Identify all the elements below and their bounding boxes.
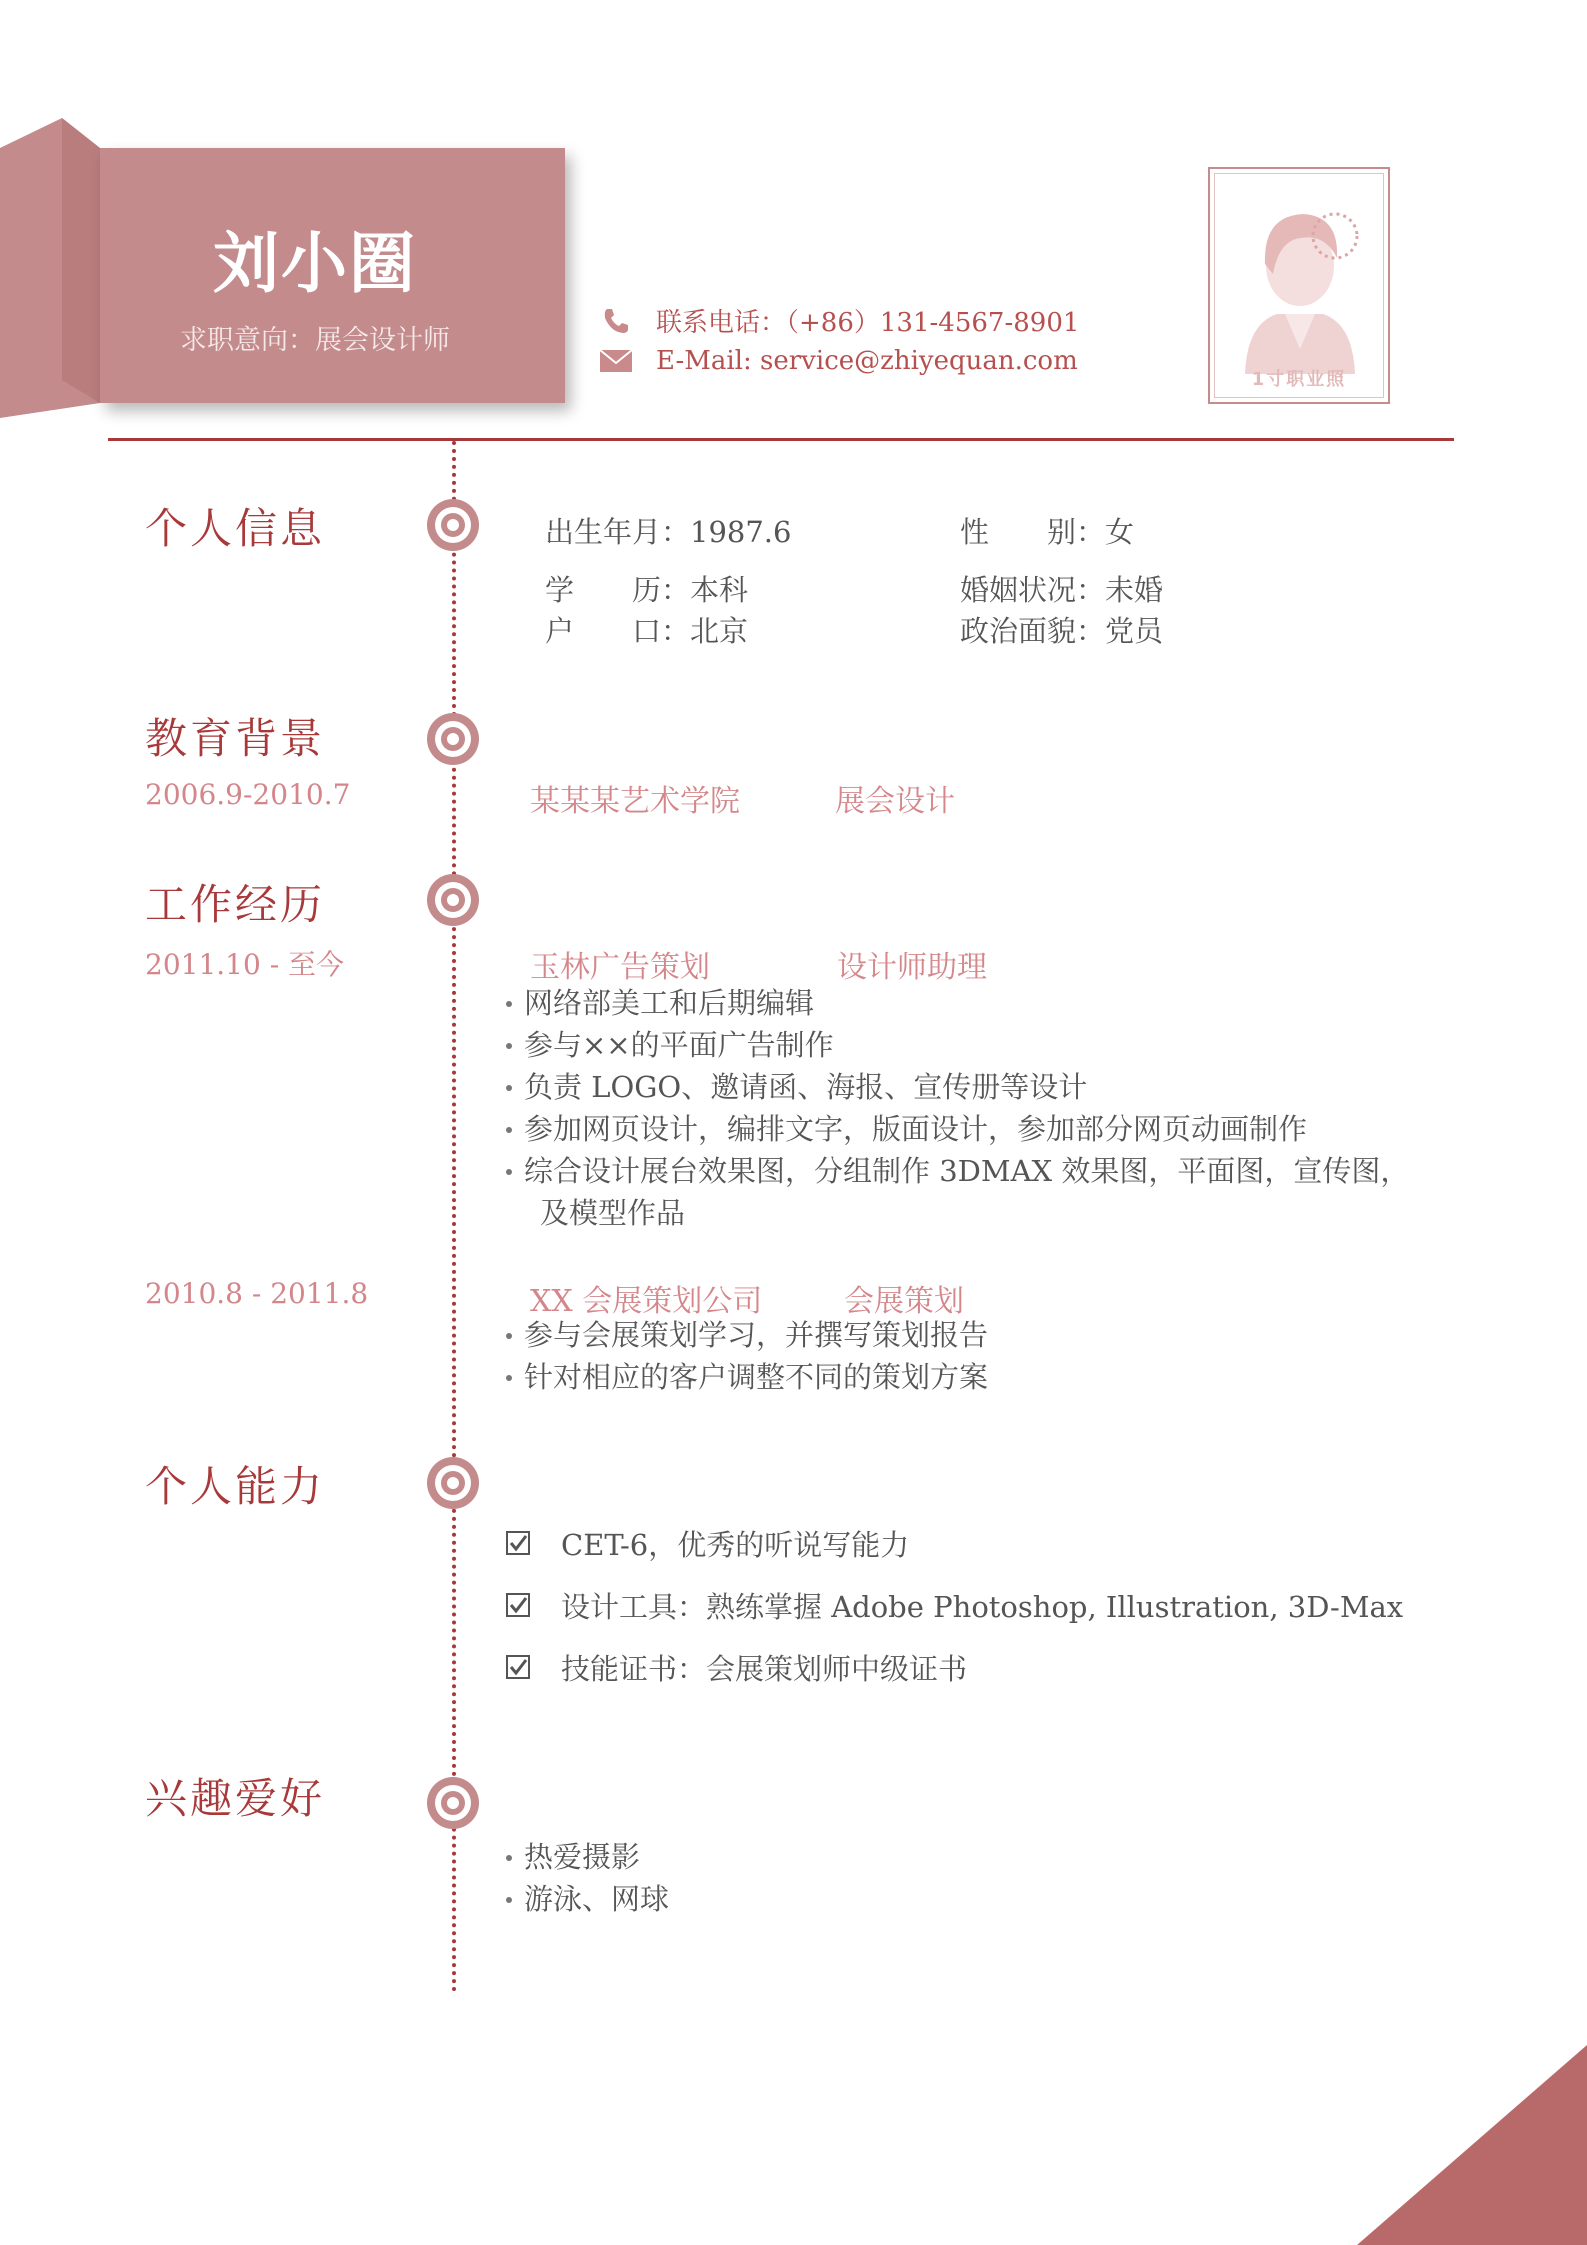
list-item xyxy=(505,1574,1403,1636)
list-item xyxy=(505,1512,1403,1574)
checkbox-checked-icon xyxy=(505,1654,531,1680)
job-1-company: 玉林广告策划 xyxy=(530,950,710,985)
list-item: 综合设计展台效果图，分组制作 3DMAX 效果图，平面图，宣传图， xyxy=(500,1150,1409,1192)
list-item: 网络部美工和后期编辑 xyxy=(500,982,1409,1024)
section-title-work: 工作经历 xyxy=(145,880,326,929)
list-item: 及模型作品 xyxy=(540,1196,686,1230)
header-divider xyxy=(108,438,1454,441)
list-item: 参加网页设计，编排文字，版面设计，参加部分网页动画制作 xyxy=(500,1108,1409,1150)
contact-email xyxy=(598,346,1078,376)
hobbies-list xyxy=(500,1836,669,1920)
education-date: 2006.9-2010.7 xyxy=(145,778,351,811)
info-education: 学 历：本科 xyxy=(545,573,749,607)
section-title-hobbies: 兴趣爱好 xyxy=(145,1774,326,1823)
timeline-marker-icon xyxy=(426,498,480,552)
corner-triangle xyxy=(1357,2045,1587,2245)
skill-text: CET-6，优秀的听说写能力 xyxy=(561,1527,910,1562)
info-political: 政治面貌：党员 xyxy=(960,614,1164,648)
checkbox-checked-icon xyxy=(505,1592,531,1618)
section-title-personal: 个人信息 xyxy=(145,504,326,553)
education-school: 某某某艺术学院 xyxy=(530,784,740,819)
job-2-position: 会展策划 xyxy=(844,1284,964,1319)
contact-phone xyxy=(598,302,1079,339)
info-marital: 婚姻状况：未婚 xyxy=(960,573,1164,607)
job-2-date: 2010.8 - 2011.8 xyxy=(145,1277,369,1310)
education-major: 展会设计 xyxy=(835,784,955,819)
timeline-marker-icon xyxy=(426,1776,480,1830)
list-item: 游泳、网球 xyxy=(500,1878,669,1920)
job-2-duties xyxy=(500,1314,988,1398)
timeline-marker-icon xyxy=(426,1456,480,1510)
section-title-skills: 个人能力 xyxy=(145,1462,326,1511)
email-text: E-Mail: service@zhiyequan.com xyxy=(656,346,1078,376)
job-2-company: XX 会展策划公司 xyxy=(530,1284,763,1319)
skill-text: 技能证书：会展策划师中级证书 xyxy=(561,1651,968,1686)
phone-icon xyxy=(598,306,634,336)
ribbon-fold xyxy=(0,118,100,418)
timeline-marker-icon xyxy=(426,712,480,766)
info-hukou: 户 口：北京 xyxy=(545,614,749,648)
list-item: 参与××的平面广告制作 xyxy=(500,1024,1409,1066)
section-title-education: 教育背景 xyxy=(145,714,326,763)
photo-caption: 1寸职业照 xyxy=(1251,369,1347,390)
timeline-line xyxy=(452,441,456,1993)
checkbox-checked-icon xyxy=(505,1530,531,1556)
list-item: 针对相应的客户调整不同的策划方案 xyxy=(500,1356,988,1398)
info-gender: 性 别：女 xyxy=(960,515,1135,549)
skill-text: 设计工具：熟练掌握 Adobe Photoshop, Illustration, 3D-Max xyxy=(561,1589,1404,1624)
job-1-date: 2011.10 - 至今 xyxy=(145,948,345,981)
timeline-marker-icon xyxy=(426,873,480,927)
applicant-name: 刘小圈 xyxy=(213,225,417,302)
list-item xyxy=(505,1636,1403,1698)
photo-placeholder xyxy=(1208,167,1390,404)
list-item: 负责 LOGO、邀请函、海报、宣传册等设计 xyxy=(500,1066,1409,1108)
job-1-position: 设计师助理 xyxy=(837,950,987,985)
list-item: 参与会展策划学习，并撰写策划报告 xyxy=(500,1314,988,1356)
job-1-duties xyxy=(500,982,1409,1234)
mail-icon xyxy=(598,346,634,376)
info-birth: 出生年月：1987.6 xyxy=(545,515,792,549)
phone-text: 联系电话：（+86）131-4567-8901 xyxy=(656,308,1080,338)
skills-list xyxy=(505,1512,1403,1698)
list-item: 热爱摄影 xyxy=(500,1836,669,1878)
job-intent: 求职意向：展会设计师 xyxy=(180,325,450,356)
